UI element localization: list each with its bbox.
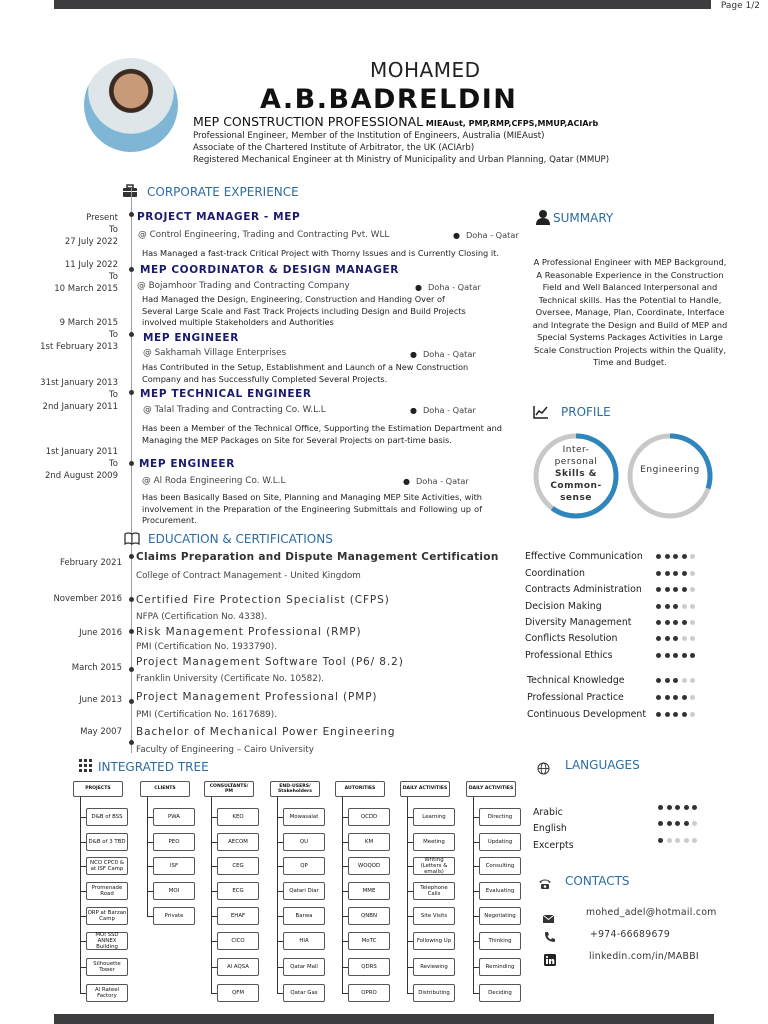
tree-item: MME [348,882,390,900]
tree-item: Writing (Letters & emails) [413,857,455,875]
tree-item: Deciding [479,984,521,1002]
rating-dot [690,571,695,576]
timeline-dot [129,699,134,704]
rating-dot [675,838,680,843]
date-line: 2nd January 2011 [42,402,118,412]
skill-name: Technical Knowledge [527,675,625,686]
experience-date [38,446,118,482]
skill-rating [656,554,695,559]
tree-connector [473,797,474,993]
certification-title: Certified Fire Protection Specialist (CFPS) [136,594,390,606]
rating-dot [684,838,689,843]
tree-item: Qatar Gas [283,984,325,1002]
certification-date: March 2015 [71,663,122,673]
rating-dot [682,653,687,658]
certification-title: Risk Management Professional (RMP) [136,626,362,638]
contact-email[interactable]: mohed_adel@hotmail.com [586,907,717,918]
rating-dot [690,636,695,641]
email-icon [543,908,554,927]
book-icon [124,532,140,549]
grid-icon [79,759,92,776]
certification-issuer: NFPA (Certification No. 4338). [136,612,268,622]
rating-dot [682,571,687,576]
person-icon [535,209,551,229]
experience-date [38,377,118,413]
company-name: @ Al Roda Engineering Co. W.L.L [142,476,286,486]
tree-item: Al AQSA [217,958,259,976]
rating-dot [673,678,678,683]
rating-dot [682,695,687,700]
page-number: Page 1/2 [720,1,760,11]
certification-title: Bachelor of Mechanical Power Engineering [136,726,396,738]
tree-column-head: CONSULTANTS/ PM [204,781,254,797]
section-languages-heading: LANGUAGES [565,758,640,772]
timeline-dot [129,597,134,602]
location-text: Doha - Qatar [422,349,476,359]
title-text: MEP CONSTRUCTION PROFESSIONAL [193,114,424,129]
timeline-dot [129,332,134,337]
rating-dot [690,604,695,609]
date-line: 31st January 2013 [40,378,118,388]
rating-dot [673,712,678,717]
certification-issuer: PMI (Certification No. 1933790). [136,642,278,652]
timeline-dot [129,629,134,634]
job-title: MEP COORDINATOR & DESIGN MANAGER [140,264,399,276]
summary-text: A Professional Engineer with MEP Background, A Reasonable Experience in the Construction Field and Well Balanced Interpersonal and Technical skills. Has the Potential to Handle, Oversee, Manage, Plan, Coordinate, Interface and Integrate the Design and Build of MEP and Special Systems Packages Activities in Large Scale Construction Projects within the Quality, Time and Budget. [532,257,728,367]
rating-dot [665,571,670,576]
tree-item: Thinking [479,932,521,950]
rating-dot [665,620,670,625]
rating-dot [667,838,672,843]
rating-dot [665,604,670,609]
last-name: A.B.BADRELDIN [260,84,518,115]
company-name: @ Bojamhoor Trading and Contracting Company [137,281,350,291]
rating-dot [690,653,695,658]
date-line: To [109,272,118,282]
section-tree-heading: INTEGRATED TREE [98,760,209,774]
tree-item: D&B of 3 TBD [86,833,128,851]
tree-item: Qatar Mall [283,958,325,976]
header-line-3: Registered Mechanical Engineer at th Ministry of Municipality and Urban Planning, Qatar (MMUP) [193,155,610,165]
date-line: 1st January 2011 [45,447,118,457]
job-description: Has been a Member of the Technical Office, Supporting the Estimation Department and Managing the MEP Packages on Site for Several Projects on part-time basis. [142,423,502,445]
rating-dot [656,695,661,700]
skill-name: Contracts Administration [525,584,642,595]
skill-name: Decision Making [525,601,602,612]
skill-rating [656,712,695,717]
skill-name: Professional Practice [527,692,624,703]
date-line: To [109,330,118,340]
location-text: Doha - Qatar [427,282,481,292]
skill-rating [656,636,695,641]
tree-connector [342,797,343,993]
date-line: To [109,390,118,400]
certification-date: June 2016 [79,628,122,638]
ring-1-line-3: Skills & [554,469,598,479]
rating-dot [656,653,661,658]
rating-dot [682,678,687,683]
certification-issuer: Franklin University (Certificate No. 10582). [136,674,325,684]
tree-item: Consulting [479,857,521,875]
rating-dot [667,821,672,826]
rating-dot [656,571,661,576]
date-line: 11 July 2022 [64,260,118,270]
certification-date: February 2021 [60,558,122,568]
tree-column-head: PROJECTS [73,781,123,797]
rating-dot [684,805,689,810]
certification-title: Claims Preparation and Dispute Management Certification [136,551,499,563]
rating-dot [675,821,680,826]
tree-column-head: END-USERS/ Stakeholders [270,781,320,797]
job-description: Has Contributed in the Setup, Establishment and Launch of a New Construction Company and has Successfully Completed Several Projects. [142,362,469,384]
timeline-dot [129,267,134,272]
tree-connector [277,797,278,993]
tree-item: Distributing [413,984,455,1002]
rating-dot [665,712,670,717]
tree-item: Learning [413,808,455,826]
certification-title: Project Management Professional (PMP) [136,691,378,703]
date-line: 9 March 2015 [59,318,118,328]
tree-item: Al Rateel Factory [86,984,128,1002]
skill-name: Diversity Management [525,617,632,628]
certification-date: June 2013 [79,695,122,705]
rating-dot [684,821,689,826]
skill-rating [656,695,695,700]
skill-rating [656,620,695,625]
experience-date [38,317,118,353]
timeline-dot [129,390,134,395]
rating-dot [658,805,663,810]
tree-item: Evaluating [479,882,521,900]
date-line: To [109,225,118,235]
certification-title: Project Management Software Tool (P6/ 8.2) [136,656,404,668]
job-description: Had Managed the Design, Engineering, Construction and Handing Over of Several Large Scale and Fast Track Projects including Design and Build Projects involved multiple Stakeholders and Authorities [142,294,466,327]
rating-dot [656,620,661,625]
rating-dot [673,554,678,559]
header-line-1: Professional Engineer, Member of the Institution of Engineers, Australia (MIEAust) [193,131,545,141]
location-pin-icon: ● [415,282,422,292]
language-rating [658,821,697,826]
rating-dot [690,695,695,700]
rating-dot [682,587,687,592]
timeline-dot [129,740,134,745]
skill-name: Professional Ethics [525,650,613,661]
tree-item: Silhouette Tower [86,958,128,976]
tree-item: Qatari Diar [283,882,325,900]
tree-item: D&B of BSS [86,808,128,826]
rating-dot [656,636,661,641]
rating-dot [658,838,663,843]
rating-dot [658,821,663,826]
skill-name: Conflicts Resolution [525,633,618,644]
skill-name: Continuous Development [527,709,647,720]
location-pin-icon: ● [410,349,417,359]
ring-2-label: Engineering [640,465,700,475]
timeline-dot [129,461,134,466]
profile-ring-interpersonal [531,431,621,521]
certification-date: May 2007 [80,727,122,737]
tree-column-head: DAILY ACTIVITIES [400,781,450,797]
job-location [403,476,469,486]
job-location [410,349,476,359]
location-text: Doha - Qatar [422,405,476,415]
tree-item: CICO [217,932,259,950]
job-location [410,405,476,415]
rating-dot [682,712,687,717]
rating-dot [665,587,670,592]
rating-dot [665,695,670,700]
tree-item: HIA [283,932,325,950]
company-name: @ Talal Trading and Contracting Co. W.L.L [143,405,326,415]
tree-item: MOI SSD ANNEX Building [86,932,128,950]
rating-dot [682,604,687,609]
briefcase-icon [122,184,138,202]
rating-dot [667,805,672,810]
profile-photo [84,58,178,152]
date-line: 1st February 2013 [40,342,118,352]
rating-dot [656,587,661,592]
section-profile-heading: PROFILE [561,405,611,419]
tree-item: Reminding [479,958,521,976]
certification-issuer: PMI (Certification No. 1617689). [136,710,278,720]
timeline-dot [129,212,134,217]
date-line: 10 March 2015 [54,284,118,294]
tree-item: ORP at Barzan Camp [86,907,128,925]
rating-dot [656,712,661,717]
first-name: MOHAMED [370,58,481,82]
tree-column-head: DAILY ACTIVITIES [466,781,516,797]
ring-1-line-4: Common- [550,481,602,491]
linkedin-icon [544,951,556,970]
phone-icon [544,928,556,947]
ring-2-svg [625,431,715,521]
chart-icon [533,404,549,423]
rating-dot [690,620,695,625]
location-pin-icon: ● [403,476,410,486]
job-title: PROJECT MANAGER - MEP [137,211,301,223]
tree-item: Telephone Calls [413,882,455,900]
tree-item: PWA [153,808,195,826]
tree-item: Site Visits [413,907,455,925]
section-education-heading: EDUCATION & CERTIFICATIONS [148,532,333,546]
rating-dot [690,554,695,559]
rating-dot [673,587,678,592]
certification-issuer: Faculty of Engineering – Cairo University [136,745,314,755]
date-line: 2nd August 2009 [45,471,118,481]
rating-dot [665,678,670,683]
skill-name: Coordination [525,568,585,579]
tree-item: AECOM [217,833,259,851]
location-text: Doha - Qatar [465,230,519,240]
rating-dot [675,805,680,810]
header-line-2: Associate of the Chartered Institute of Arbitrator, the UK (ACIArb) [193,143,475,153]
rating-dot [665,653,670,658]
rating-dot [673,604,678,609]
date-line: To [109,459,118,469]
tree-item: Meeting [413,833,455,851]
experience-date [38,259,118,295]
rating-dot [673,653,678,658]
timeline-dot [129,667,134,672]
experience-date [38,212,118,248]
tree-item: QU [283,833,325,851]
tree-item: Following Up [413,932,455,950]
tree-item: MOI [153,882,195,900]
tree-connector [407,797,408,993]
tree-connector [147,797,148,916]
rating-dot [692,838,697,843]
tree-item: Mowasalat [283,808,325,826]
telephone-icon [538,875,552,894]
contact-phone[interactable]: +974-66689679 [590,929,671,940]
tree-connector [80,797,81,993]
rating-dot [692,821,697,826]
rating-dot [673,620,678,625]
rating-dot [692,805,697,810]
tree-connector [211,797,212,993]
skill-rating [656,604,695,609]
rating-dot [673,695,678,700]
certification-date: November 2016 [53,594,122,604]
tree-column-head: CLIENTS [140,781,190,797]
ring-1-line-1: Inter- [562,445,590,455]
tree-item: NCO CPC0 & at ISF Camp [86,857,128,875]
language-name: Excerpts [533,840,574,851]
job-title: MEP ENGINEER [139,458,235,470]
rating-dot [682,554,687,559]
tree-item: PEO [153,833,195,851]
tree-item: Reviewing [413,958,455,976]
date-line: Present [86,213,118,223]
skill-rating [656,571,695,576]
job-description: Has been Basically Based on Site, Planning and Managing MEP Site Activities, with involvement in the Preparation of the Engineering Submittals and Following up of Procurement. [142,492,482,525]
tree-item: QP [283,857,325,875]
rating-dot [656,604,661,609]
rating-dot [690,587,695,592]
job-location [415,282,481,292]
tree-item: Updating [479,833,521,851]
ring-1-line-5: sense [560,493,592,503]
profile-ring-engineering [625,431,715,521]
company-name: @ Control Engineering, Trading and Contracting Pvt. WLL [138,230,390,240]
job-description: Has Managed a fast-track Critical Project with Thorny Issues and is Currently Closing it. [142,248,499,258]
tree-item: CEG [217,857,259,875]
section-contacts-heading: CONTACTS [565,874,630,888]
tree-item: ECG [217,882,259,900]
skill-rating [656,587,695,592]
job-title: MEP TECHNICAL ENGINEER [140,388,312,400]
rating-dot [673,571,678,576]
rating-dot [665,554,670,559]
tree-item: Directing [479,808,521,826]
language-name: Arabic [533,807,563,818]
location-pin-icon: ● [453,230,460,240]
rating-dot [682,620,687,625]
language-rating [658,805,697,810]
certification-issuer: College of Contract Management - United Kingdom [136,571,361,581]
tree-item: QNBN [348,907,390,925]
skill-name: Effective Communication [525,551,643,562]
skill-rating [656,678,695,683]
contact-linkedin[interactable]: linkedin.com/in/MABBI [589,951,699,962]
rating-dot [665,636,670,641]
job-location [453,230,519,240]
tree-item: MoTC [348,932,390,950]
tree-item: Barwa [283,907,325,925]
section-experience-heading: CORPORATE EXPERIENCE [147,185,299,199]
globe-icon [537,760,550,779]
rating-dot [690,678,695,683]
date-line: 27 July 2022 [64,237,118,247]
tree-item: ISF [153,857,195,875]
timeline-dot [129,554,134,559]
location-text: Doha - Qatar [415,476,469,486]
tree-item: WOQOD [348,857,390,875]
rating-dot [656,678,661,683]
tree-item: Private [153,907,195,925]
tree-item: QCDD [348,808,390,826]
rating-dot [690,712,695,717]
professional-title [193,114,598,129]
job-title: MEP ENGINEER [143,332,239,344]
tree-item: EHAF [217,907,259,925]
rating-dot [682,636,687,641]
tree-item: QFM [217,984,259,1002]
tree-item: KEO [217,808,259,826]
tree-column-head: AUTORITIES [335,781,385,797]
section-summary-heading: SUMMARY [553,211,614,225]
rating-dot [673,636,678,641]
language-name: English [533,823,567,834]
ring-1-line-2: personal [554,457,598,467]
credentials: MIEAust, PMP,RMP,CFPS,MMUP,ACIArb [423,119,599,128]
location-pin-icon: ● [410,405,417,415]
tree-item: Negotiating [479,907,521,925]
bottom-bar [54,1014,714,1024]
top-bar [54,0,711,9]
tree-item: OPRO [348,984,390,1002]
skill-rating [656,653,695,658]
tree-item: QDRS [348,958,390,976]
company-name: @ Sakhamah Village Enterprises [143,348,287,358]
tree-item: Promenade Road [86,882,128,900]
rating-dot [656,554,661,559]
tree-item: KM [348,833,390,851]
language-rating [658,838,697,843]
